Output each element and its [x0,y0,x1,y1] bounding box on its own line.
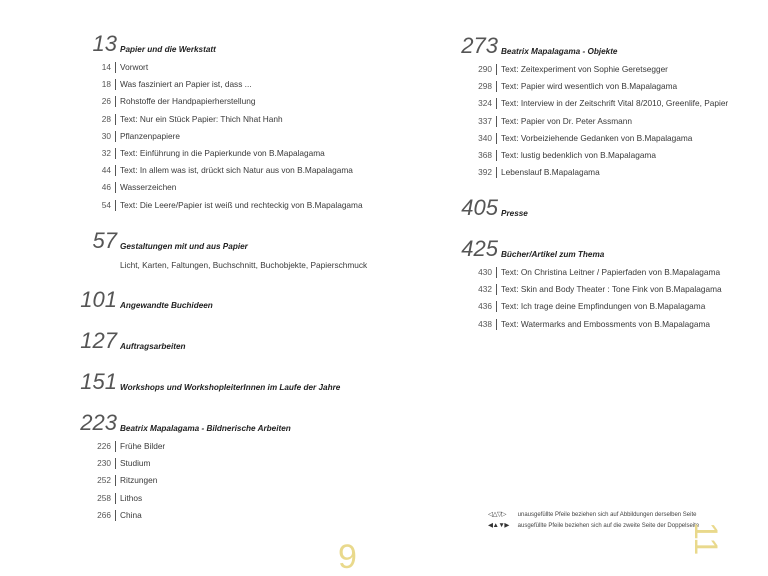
toc-entry [82,179,422,196]
toc-entry [82,490,422,507]
legend-text: unausgefüllte Pfeile beziehen sich auf Abbildungen derselben Seite [517,512,697,518]
section-title: Angewandte Buchideen [120,301,213,310]
entry-page-number: 18 [101,79,111,90]
entry-divider [496,319,497,330]
entry-page-number: 290 [478,64,492,74]
section-heading [463,236,763,260]
section-page-number: 127 [80,328,117,353]
entry-title: Text: lustig bedenklich von B.Mapalagama [501,149,656,160]
toc-entry [82,145,422,162]
entry-title: China [120,509,142,520]
entry-title: Frühe Bilder [120,441,166,451]
entry-page-number: 438 [478,318,492,329]
toc-entry [82,59,422,76]
entry-title: Text: Watermarks and Embossments von B.Mapalagama [501,318,711,329]
entry-title: Text: Papier von Dr. Peter Assmann [501,115,632,126]
entry-title: Text: Die Leere/Papier ist weiß und rechteckig von B.Mapalagama [120,199,363,210]
toc-entry [82,111,422,128]
entry-page-number: 46 [101,182,111,193]
entry-divider [115,441,116,452]
section-page-number: 13 [92,31,117,56]
entry-title: Text: Vorbeiziehende Gedanken von B.Mapalagama [501,132,693,143]
section-title: Beatrix Mapalagama - Objekte [501,47,618,56]
entry-title: Was fasziniert an Papier ist, dass ... [120,79,252,90]
entry-title: Text: Interview in der Zeitschrift Vital 8/2010, Greenlife, Papier [501,98,729,109]
section-page-number: 57 [92,228,117,253]
entry-page-number: 392 [478,167,492,178]
entry-page-number: 226 [97,441,111,451]
entry-title: Lebenslauf B.Mapalagama [501,167,600,178]
toc-section [463,195,763,219]
entry-title: Vorwort [120,62,149,72]
entry-page-number: 432 [478,284,492,295]
entry-divider [115,510,116,521]
toc-entry [463,147,763,164]
entry-title: Text: Einführung in die Papierkunde von B.Mapalagama [120,147,325,158]
entry-divider [115,182,116,193]
entry-page-number: 30 [101,130,111,141]
entry-page-number: 436 [478,301,492,312]
toc-entry [82,197,422,214]
entry-divider [496,167,497,178]
entry-page-number: 324 [478,98,492,109]
entry-divider [115,165,116,176]
entry-divider [115,493,116,504]
entry-divider [496,267,497,278]
entry-divider [115,79,116,90]
section-title: Auftragsarbeiten [120,342,186,351]
toc-entry [463,298,763,315]
entry-divider [115,62,116,73]
arrow-legend [488,510,699,531]
entry-divider [496,301,497,312]
entry-divider [496,64,497,75]
filled-arrows-icon: ◀▲▼▶ [488,521,509,529]
section-title: Bücher/Artikel zum Thema [501,250,605,259]
toc-entry [463,316,763,333]
toc-entry [463,164,763,181]
section-heading [82,410,422,434]
entry-divider [115,96,116,107]
toc-entry [463,78,763,95]
toc-entry [82,472,422,489]
entry-divider [496,133,497,144]
entry-title: Lithos [120,492,143,503]
entry-page-number: 252 [97,475,111,486]
toc-section [82,31,422,214]
toc-section [82,369,422,393]
toc-entry [82,76,422,93]
entry-page-number: 258 [97,492,111,503]
toc-entry [463,95,763,112]
entry-title: Text: Skin and Body Theater : Tone Fink von B.Mapalagama [501,284,722,295]
section-page-number: 151 [80,369,117,394]
entry-title: Text: Papier wird wesentlich von B.Mapalagama [501,81,678,92]
section-heading [82,228,422,252]
entry-page-number: 14 [101,62,111,72]
entry-title: Ritzungen [120,475,158,486]
entry-title: Text: In allem was ist, drückt sich Natur aus von B.Mapalagama [120,165,353,176]
outline-arrows-icon: ◁△▽▷ [488,511,506,518]
section-title: Gestaltungen mit und aus Papier [120,242,248,251]
toc-entry [82,507,422,524]
section-description: Licht, Karten, Faltungen, Buchschnitt, Buchobjekte, Papierschmuck [120,260,368,270]
entry-page-number: 54 [101,199,111,210]
entry-title: Pflanzenpapiere [120,130,180,141]
legend-row-outline [488,510,699,521]
entry-divider [496,284,497,295]
entry-divider [115,200,116,211]
toc-section [82,228,422,270]
section-page-number: 273 [461,33,498,58]
page-number-left: 9 [338,538,357,576]
entry-page-number: 298 [478,81,492,92]
section-page-number: 223 [80,410,117,435]
entry-list [82,438,422,524]
toc-entry [82,128,422,145]
entry-divider [496,150,497,161]
legend-text: ausgefüllte Pfeile beziehen sich auf die zweite Seite der Doppelseite [517,522,700,529]
toc-entry [463,281,763,298]
entry-title: Text: Zeitexperiment von Sophie Geretsegger [501,64,668,74]
section-heading [82,287,422,311]
section-heading [82,31,422,55]
entry-divider [496,81,497,92]
toc-entry [82,455,422,472]
entry-page-number: 337 [478,115,492,126]
section-title: Workshops und WorkshopleiterInnen im Laufe der Jahre [120,383,341,392]
page-number-right: 11 [688,522,724,556]
entry-title: Text: Nur ein Stück Papier: Thich Nhat Hanh [120,113,283,124]
toc-section [463,236,763,333]
entry-list [82,59,422,214]
section-title: Presse [501,209,528,218]
toc-entry [463,61,763,78]
entry-divider [115,148,116,159]
entry-page-number: 26 [101,96,111,107]
section-heading [463,33,763,57]
entry-divider [115,114,116,125]
entry-page-number: 368 [478,149,492,160]
entry-page-number: 430 [478,267,492,277]
section-page-number: 405 [461,195,498,220]
entry-page-number: 266 [97,509,111,520]
entry-page-number: 28 [101,113,111,124]
entry-page-number: 32 [101,147,111,158]
section-page-number: 101 [80,287,117,312]
section-heading [463,195,763,219]
entry-list [463,264,763,333]
section-heading [82,328,422,352]
toc-entry [463,113,763,130]
section-heading [82,369,422,393]
toc-entry [463,130,763,147]
section-page-number: 425 [461,236,498,261]
entry-title: Studium [120,458,151,469]
toc-entry [82,438,422,455]
entry-divider [496,116,497,127]
entry-list [463,61,763,181]
section-title: Papier und die Werkstatt [120,45,216,54]
entry-page-number: 230 [97,458,111,469]
entry-title: Text: On Christina Leitner / Papierfaden von B.Mapalagama [501,267,721,277]
entry-title: Wasserzeichen [120,182,177,193]
toc-section [82,287,422,311]
section-title: Beatrix Mapalagama - Bildnerische Arbeiten [120,424,291,433]
entry-divider [115,475,116,486]
entry-page-number: 44 [101,165,111,176]
entry-title: Rohstoffe der Handpapierherstellung [120,96,256,107]
entry-divider [496,98,497,109]
toc-entry [82,93,422,110]
legend-row-filled [488,521,699,532]
toc-section [463,33,763,181]
toc-section [82,410,422,524]
toc-section [82,328,422,352]
entry-title: Text: Ich trage deine Empfindungen von B.Mapalagama [501,301,706,312]
entry-page-number: 340 [478,132,492,143]
toc-entry [82,162,422,179]
toc-entry [463,264,763,281]
entry-divider [115,131,116,142]
entry-divider [115,458,116,469]
